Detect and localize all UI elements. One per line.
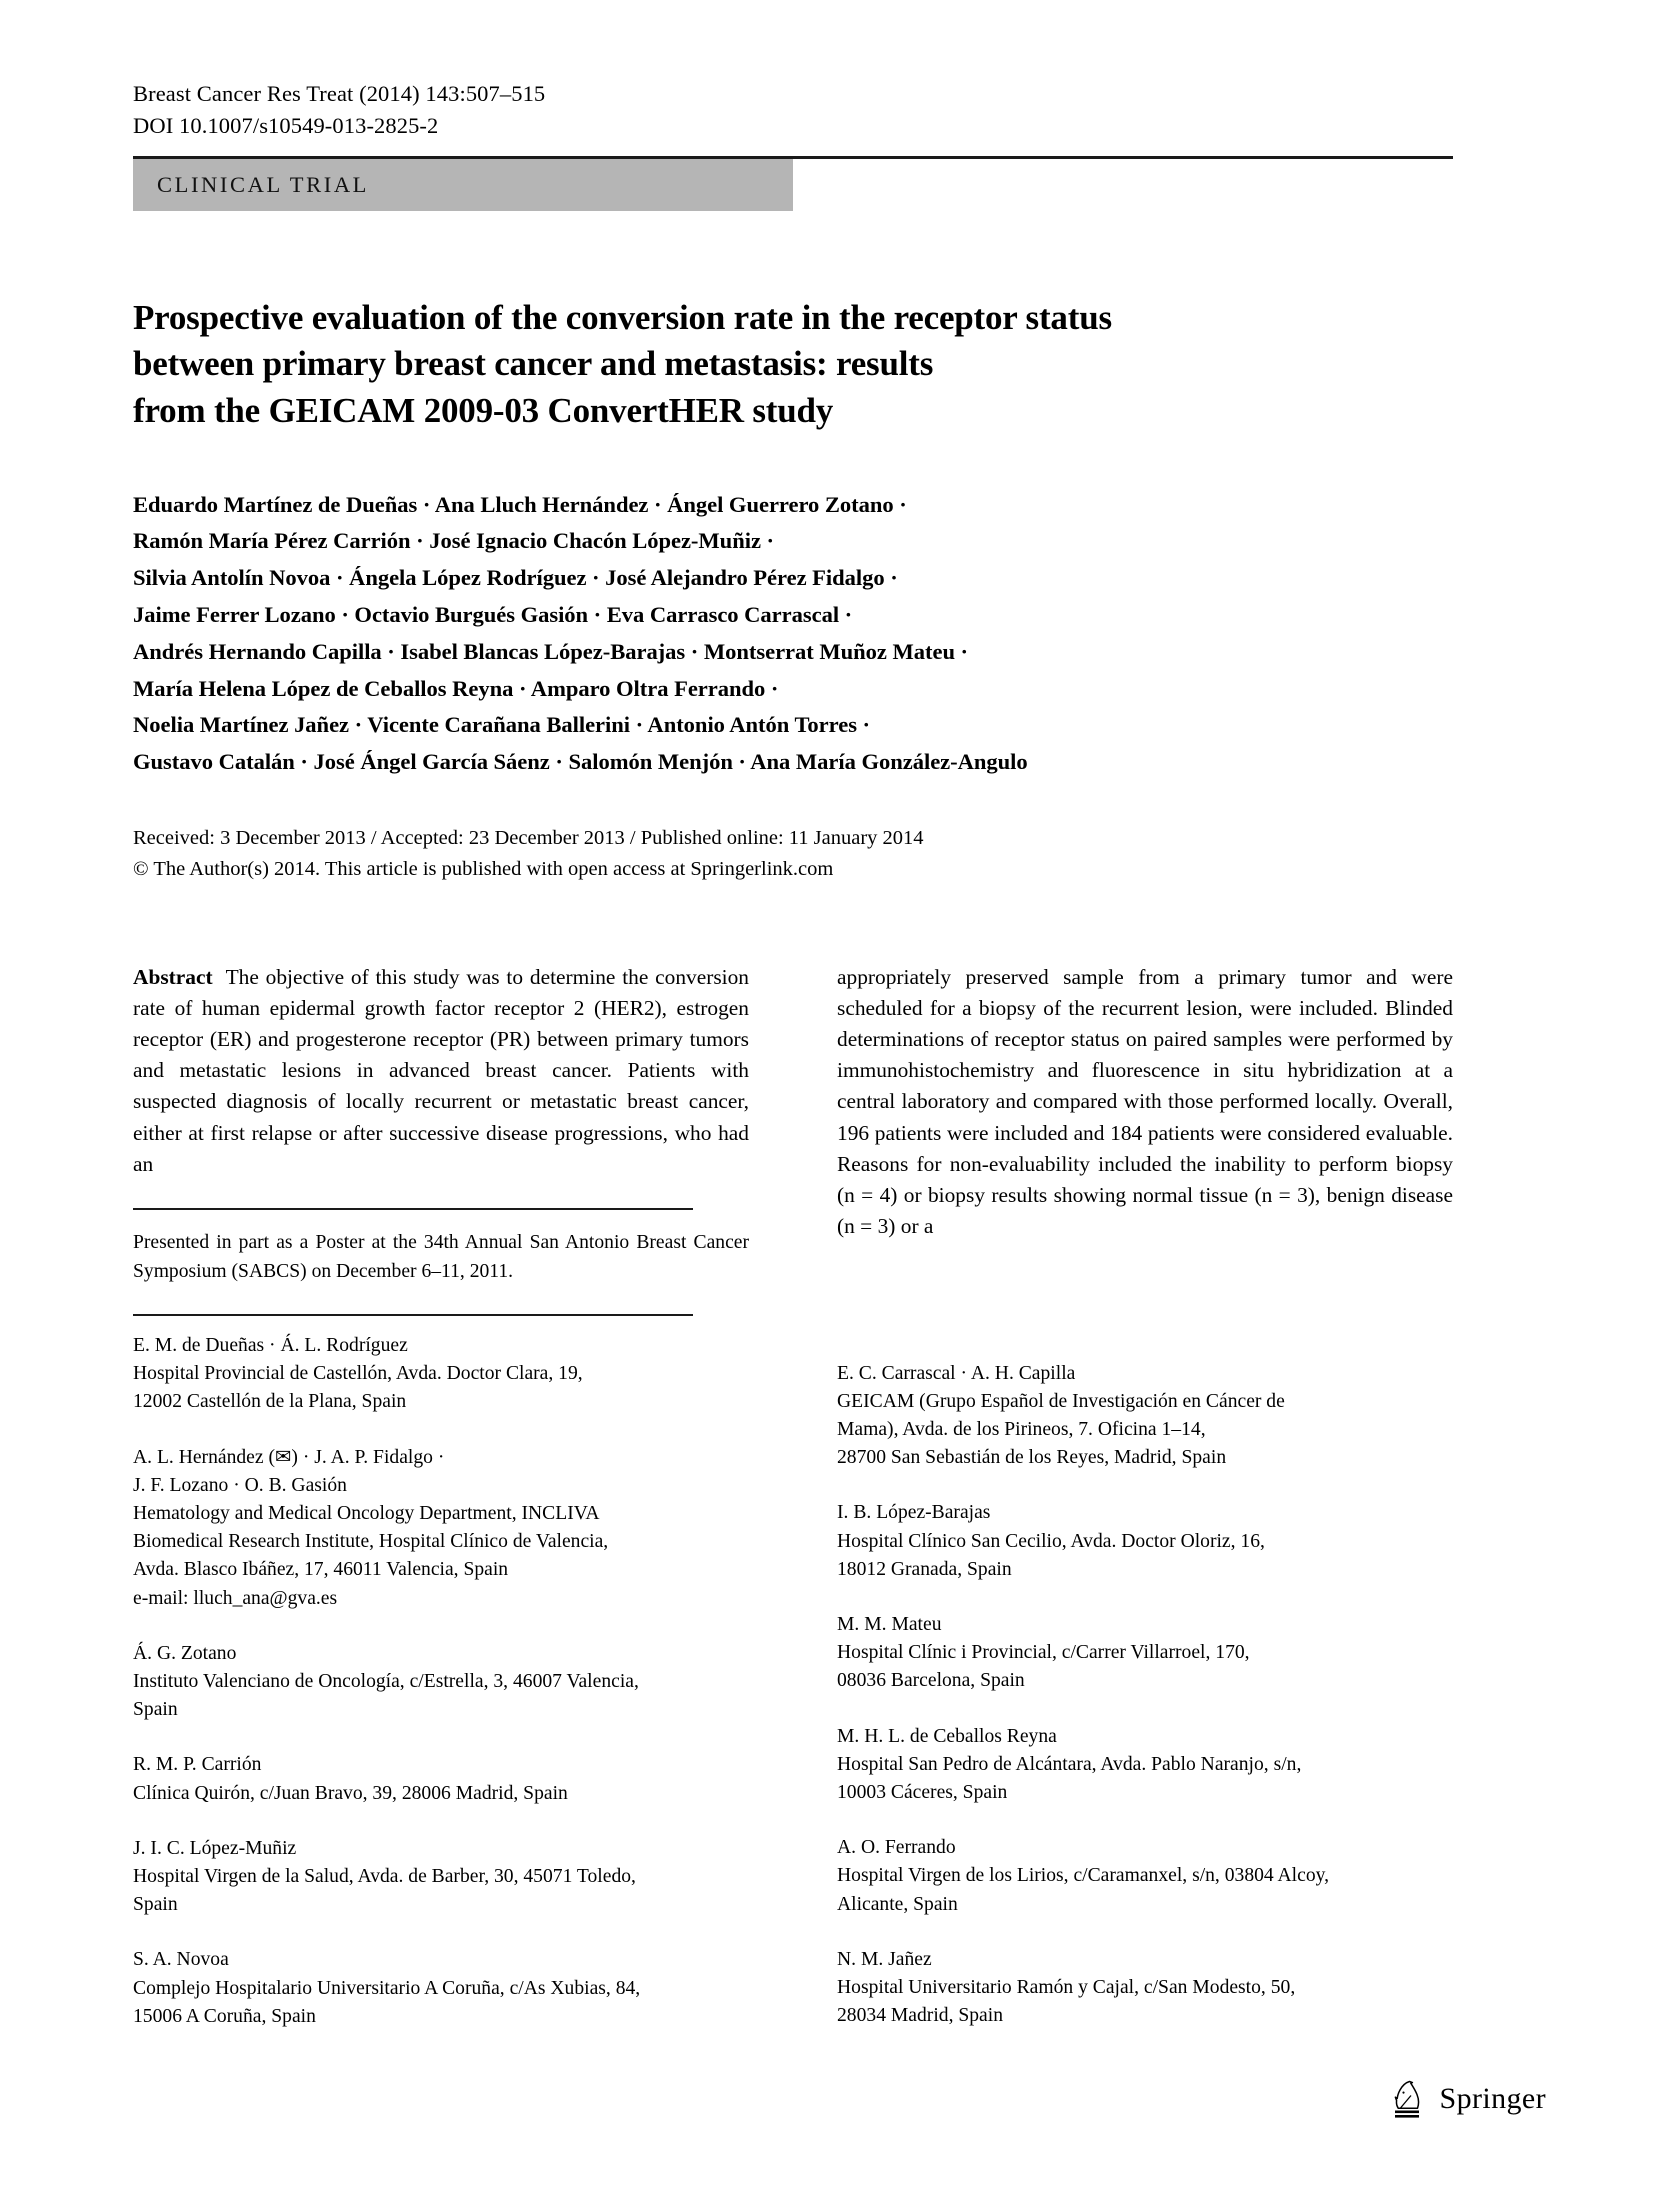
author-line: Andrés Hernando Capilla · Isabel Blancas López-Barajas · Montserrat Muñoz Mateu · bbox=[133, 638, 969, 664]
page-title bbox=[133, 295, 1423, 435]
footnote-divider-top bbox=[133, 1208, 693, 1210]
affiliation-block bbox=[133, 1640, 749, 1725]
page-content bbox=[133, 78, 1453, 2058]
affiliation-block bbox=[133, 1751, 749, 1807]
section-banner-label: CLINICAL TRIAL bbox=[157, 171, 370, 197]
affiliation-email[interactable]: e-mail: lluch_ana@gva.es bbox=[133, 1587, 338, 1609]
affiliation-authors: A. O. Ferrando bbox=[837, 1837, 956, 1859]
affiliation-line: 15006 A Coruña, Spain bbox=[133, 2005, 316, 2027]
affiliation-authors: Á. G. Zotano bbox=[133, 1642, 237, 1664]
affiliations-left bbox=[133, 1332, 749, 2031]
affiliation-line: Hospital Virgen de los Lirios, c/Caramanxel, s/n, 03804 Alcoy, bbox=[837, 1865, 1330, 1887]
abstract-left bbox=[133, 962, 749, 1180]
affiliation-authors: M. H. L. de Ceballos Reyna bbox=[837, 1725, 1057, 1747]
author-line: Noelia Martínez Jañez · Vicente Carañana Ballerini · Antonio Antón Torres · bbox=[133, 712, 871, 738]
publication-dates bbox=[133, 823, 1453, 885]
right-column bbox=[837, 941, 1453, 2058]
affiliation-line: Hospital Virgen de la Salud, Avda. de Barber, 30, 45071 Toledo, bbox=[133, 1865, 636, 1887]
affiliation-line: 28034 Madrid, Spain bbox=[837, 2005, 1003, 2027]
affiliation-line: GEICAM (Grupo Español de Investigación en Cáncer de bbox=[837, 1390, 1285, 1412]
title-line-3: from the GEICAM 2009-03 ConvertHER study bbox=[133, 390, 834, 430]
affiliation-block bbox=[133, 1835, 749, 1920]
footnote-divider-bottom bbox=[133, 1314, 693, 1316]
affiliation-authors: N. M. Jañez bbox=[837, 1948, 932, 1970]
springer-wordmark: Springer bbox=[1439, 2082, 1546, 2115]
author-line: Gustavo Catalán · José Ángel García Sáenz · Salomón Menjón · Ana María González-Angulo bbox=[133, 749, 1028, 775]
affiliation-line: Alicante, Spain bbox=[837, 1893, 958, 1915]
affiliation-line: 12002 Castellón de la Plana, Spain bbox=[133, 1391, 407, 1413]
affiliation-line: Avda. Blasco Ibáñez, 17, 46011 Valencia, Spain bbox=[133, 1559, 509, 1581]
affiliation-line: Hospital San Pedro de Alcántara, Avda. Pablo Naranjo, s/n, bbox=[837, 1753, 1302, 1775]
received-accepted-line: Received: 3 December 2013 / Accepted: 23 December 2013 / Published online: 11 January 2014 bbox=[133, 827, 924, 850]
column-gap-spacer bbox=[837, 1264, 1453, 1360]
author-list bbox=[133, 487, 1453, 782]
springer-logo bbox=[1392, 2079, 1546, 2119]
affiliation-authors: S. A. Novoa bbox=[133, 1949, 229, 1971]
affiliation-line: J. F. Lozano · O. B. Gasión bbox=[133, 1474, 347, 1496]
affiliation-line: Biomedical Research Institute, Hospital Clínico de Valencia, bbox=[133, 1531, 609, 1553]
affiliation-line: Hospital Provincial de Castellón, Avda. Doctor Clara, 19, bbox=[133, 1363, 583, 1385]
affiliation-line: 28700 San Sebastián de los Reyes, Madrid, Spain bbox=[837, 1447, 1227, 1469]
springer-knight-icon bbox=[1392, 2079, 1426, 2119]
affiliation-line: 08036 Barcelona, Spain bbox=[837, 1670, 1025, 1692]
affiliation-authors: I. B. López-Barajas bbox=[837, 1502, 991, 1524]
affiliation-block bbox=[133, 1444, 749, 1613]
affiliation-block bbox=[133, 1946, 749, 2031]
affiliation-line: Hospital Clínico San Cecilio, Avda. Doctor Oloriz, 16, bbox=[837, 1530, 1265, 1552]
affiliation-block bbox=[133, 1332, 749, 1417]
affiliation-block bbox=[837, 1360, 1453, 1473]
affiliation-line: Hospital Universitario Ramón y Cajal, c/San Modesto, 50, bbox=[837, 1977, 1296, 1999]
affiliation-line: Clínica Quirón, c/Juan Bravo, 39, 28006 Madrid, Spain bbox=[133, 1782, 568, 1804]
section-banner bbox=[133, 159, 793, 211]
affiliation-authors: M. M. Mateu bbox=[837, 1613, 942, 1635]
affiliation-line: Complejo Hospitalario Universitario A Coruña, c/As Xubias, 84, bbox=[133, 1977, 641, 1999]
journal-header bbox=[133, 78, 1453, 142]
body-columns bbox=[133, 941, 1453, 2058]
affiliation-line: 10003 Cáceres, Spain bbox=[837, 1782, 1008, 1803]
abstract-label: Abstract bbox=[133, 964, 213, 989]
author-line: Silvia Antolín Novoa · Ángela López Rodríguez · José Alejandro Pérez Fidalgo · bbox=[133, 565, 898, 591]
affiliation-block bbox=[837, 1723, 1453, 1808]
affiliations-right bbox=[837, 1360, 1453, 2031]
affiliation-line: Hospital Clínic i Provincial, c/Carrer Villarroel, 170, bbox=[837, 1642, 1250, 1664]
affiliation-line: Spain bbox=[133, 1699, 178, 1721]
affiliation-authors: A. L. Hernández (✉) · J. A. P. Fidalgo · bbox=[133, 1446, 445, 1468]
author-line: María Helena López de Ceballos Reyna · Amparo Oltra Ferrando · bbox=[133, 675, 779, 701]
affiliation-block bbox=[837, 1834, 1453, 1919]
journal-doi: DOI 10.1007/s10549-013-2825-2 bbox=[133, 112, 439, 138]
affiliation-authors: R. M. P. Carrión bbox=[133, 1754, 262, 1776]
abstract-text-left: The objective of this study was to determine the conversion rate of human epidermal growth factor receptor 2 (HER2), estrogen receptor (ER) and progesterone receptor (PR) between primary tumors and metastatic lesions in advanced breast cancer. Patients with suspected diagnosis of locally recurrent or metastatic breast cancer, either at first relapse or after successive disease progressions, who had an bbox=[133, 964, 749, 1176]
affiliation-line: Instituto Valenciano de Oncología, c/Estrella, 3, 46007 Valencia, bbox=[133, 1670, 639, 1692]
author-line: Jaime Ferrer Lozano · Octavio Burgués Gasión · Eva Carrasco Carrascal · bbox=[133, 601, 853, 627]
affiliation-line: Spain bbox=[133, 1894, 178, 1916]
affiliation-authors: E. C. Carrascal · A. H. Capilla bbox=[837, 1362, 1076, 1384]
abstract-right: appropriately preserved sample from a primary tumor and were scheduled for a biopsy of the recurrent lesion, were included. Blinded determinations of receptor status on paired samples were performed by immunohistochemistry and fluorescence in situ hybridization at a central laboratory and compared with those performed locally. Overall, 196 patients were included and 184 patients were considered evaluable. Reasons for non-evaluability included the inability to perform biopsy (n = 4) or biopsy results showing normal tissue (n = 3), benign disease (n = 3) or a bbox=[837, 964, 1453, 1239]
affiliation-authors: J. I. C. López-Muñiz bbox=[133, 1837, 297, 1859]
journal-citation: Breast Cancer Res Treat (2014) 143:507–515 bbox=[133, 81, 546, 106]
affiliation-block bbox=[837, 1499, 1453, 1584]
affiliation-block bbox=[837, 1946, 1453, 2031]
title-line-2: between primary breast cancer and metastasis: results bbox=[133, 344, 934, 384]
author-line: Eduardo Martínez de Dueñas · Ana Lluch Hernández · Ángel Guerrero Zotano · bbox=[133, 491, 907, 517]
affiliation-line: Mama), Avda. de los Pirineos, 7. Oficina 1–14, bbox=[837, 1418, 1206, 1440]
author-line: Ramón María Pérez Carrión · José Ignacio Chacón López-Muñiz · bbox=[133, 528, 775, 554]
copyright-line: © The Author(s) 2014. This article is published with open access at Springerlink.com bbox=[133, 857, 834, 880]
presentation-note: Presented in part as a Poster at the 34th Annual San Antonio Breast Cancer Symposium (SABCS) on December 6–11, 2011. bbox=[133, 1232, 749, 1282]
left-column bbox=[133, 941, 749, 2058]
affiliation-block bbox=[837, 1611, 1453, 1696]
affiliation-line: Hematology and Medical Oncology Department, INCLIVA bbox=[133, 1502, 600, 1524]
affiliation-line: 18012 Granada, Spain bbox=[837, 1558, 1012, 1580]
title-line-1: Prospective evaluation of the conversion rate in the receptor status bbox=[133, 297, 1112, 337]
affiliation-authors: E. M. de Dueñas · Á. L. Rodríguez bbox=[133, 1334, 408, 1356]
